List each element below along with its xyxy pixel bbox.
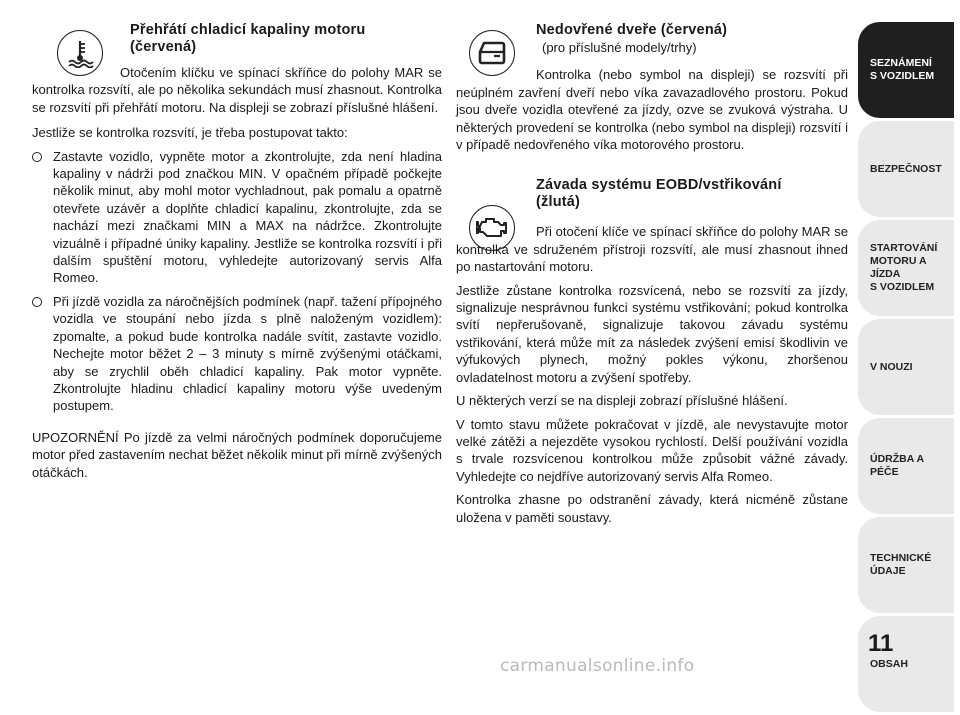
coolant-paragraph-2: Jestliže se kontrolka rozsvítí, je třeba postupovat takto:	[32, 125, 348, 141]
right-column	[456, 22, 848, 532]
bullet-icon	[32, 297, 42, 307]
sidebar-tab-label: BEZPEČNOST	[870, 162, 942, 175]
eobd-paragraph-1: Při otočení klíče ve spínací skříňce do polohy MAR se kontrolka ve sdruženém přístroji rozsvítí, ale musí zhasnout ihned po nastartování motoru.	[456, 224, 848, 275]
eobd-paragraph-5: Kontrolka zhasne po odstranění závady, která nicméně zůstane uložena v paměti soustavy.	[456, 492, 848, 525]
eobd-heading-color: (žlutá)	[536, 194, 581, 211]
left-column	[32, 22, 442, 487]
coolant-warning-note: UPOZORNĚNÍ Po jízdě za velmi náročných podmínek doporučujeme motor před zastavením nechat běžet několik minut při mírně zvýšených otáčkách.	[32, 429, 442, 480]
sidebar-tab-label: ÚDRŽBA A PÉČE	[870, 453, 924, 478]
door-paragraph: Kontrolka (nebo symbol na displeji) se rozsvítí při neúplném zavření dveří nebo víka zavazadlového prostoru. Pokud jsou dveře vozidla otevřené za jízdy, ozve se zvuková výstraha. U některých provedení se kontrolka (nebo symbol na displeji) rozsvítí i v případě nedovřeného víka motorového prostoru.	[456, 67, 848, 153]
coolant-heading: Přehřátí chladicí kapaliny motoru	[130, 22, 366, 38]
door-subheading: (pro příslušné modely/trhy)	[542, 40, 697, 55]
eobd-paragraph-3: U některých verzí se na displeji zobrazí příslušné hlášení.	[456, 393, 788, 409]
list-item: Zastavte vozidlo, vypněte motor a zkontrolujte, zda není hladina kapaliny v nádrži pod značkou MIN. V opačném případě počkejte několik minut, aby mohl motor vychladnout, pak pomalu a opatrně otevřete uzávěr a doplňte chladicí kapalinu, zkontrolujte, zda se nachází mezi značkami MIN a MAX na nádržce. Zkontrolujte vizuálně i případné úniky kapaliny. Jestliže se kontrolka rozsvítí i při dalším spuštění motoru, vyhledejte autorizovaný servis Alfa Romeo.	[32, 148, 442, 287]
sidebar-tab-seznameni[interactable]	[858, 22, 954, 118]
sidebar-tab-label: STARTOVÁNÍ MOTORU A JÍZDA S VOZIDLEM	[870, 242, 938, 293]
coolant-paragraph-1: Otočením klíčku ve spínací skříňce do polohy MAR se kontrolka rozsvítí, ale po několika sekundách musí zhasnout. Kontrolka se rozsvítí při přehřátí motoru. Na displeji se zobrazí příslušné hlášení.	[32, 65, 442, 115]
sidebar-tab-label: TECHNICKÉ ÚDAJE	[870, 552, 932, 577]
bullet-icon	[32, 152, 42, 162]
sidebar-tab-label: V NOUZI	[870, 360, 913, 373]
door-heading: Nedovřené dveře (červená)	[536, 22, 728, 38]
eobd-heading: Závada systému EOBD/vstřikování	[536, 177, 782, 194]
sidebar-tab-label: OBSAH	[870, 657, 908, 670]
sidebar-tab-udrzba[interactable]	[858, 418, 954, 514]
sidebar-tab-v-nouzi[interactable]	[858, 319, 954, 415]
sidebar-tab-bezpecnost[interactable]	[858, 121, 954, 217]
coolant-bullet-list	[32, 148, 442, 415]
sidebar-tab-label: SEZNÁMENÍ S VOZIDLEM	[870, 57, 935, 82]
watermark: carmanualsonline.info	[500, 656, 695, 676]
section-sidebar	[858, 22, 954, 715]
page-number: 11	[868, 630, 894, 657]
eobd-paragraph-2: Jestliže zůstane kontrolka rozsvícená, nebo se rozsvítí za jízdy, signalizuje nesprávnou funkci systému vstřikování; pokud kontrolka svítí nepřerušovaně, signalizuje takovou závadu systému vstřikování, která může mít za následek zvýšení emisí škodlivin ve výfukových plynech, možný pokles výkonu, zhoršenou ovladatelnost motoru a zvýšení spotřeby.	[456, 282, 848, 385]
eobd-paragraph-4: V tomto stavu můžete pokračovat v jízdě, ale nevystavujte motor velké zátěži a nejezděte vysokou rychlostí. Delší používání vozidla s trvale rozsvícenou kontrolkou může způsobit vážné závady. Vyhledejte co nejdříve autorizovaný servis Alfa Romeo.	[456, 416, 848, 484]
sidebar-tab-startovani[interactable]	[858, 220, 954, 316]
sidebar-tab-technicke-udaje[interactable]	[858, 517, 954, 613]
list-item: Při jízdě vozidla za náročnějších podmínek (např. tažení přípojného vozidla ve stoupání nebo jízda s plně naloženým vozidlem): zpomalte, a pokud bude kontrolka nadále svítit, zastavte vozidlo. Nechejte motor běžet 2 – 3 minuty s mírně zvýšenými otáčkami, aby se zrychlil oběh chladicí kapaliny. Pak motor vypněte. Zkontrolujte hladinu chladicí kapaliny motoru výše uvedeným postupem.	[32, 293, 442, 415]
coolant-heading-color: (červená)	[130, 39, 197, 55]
